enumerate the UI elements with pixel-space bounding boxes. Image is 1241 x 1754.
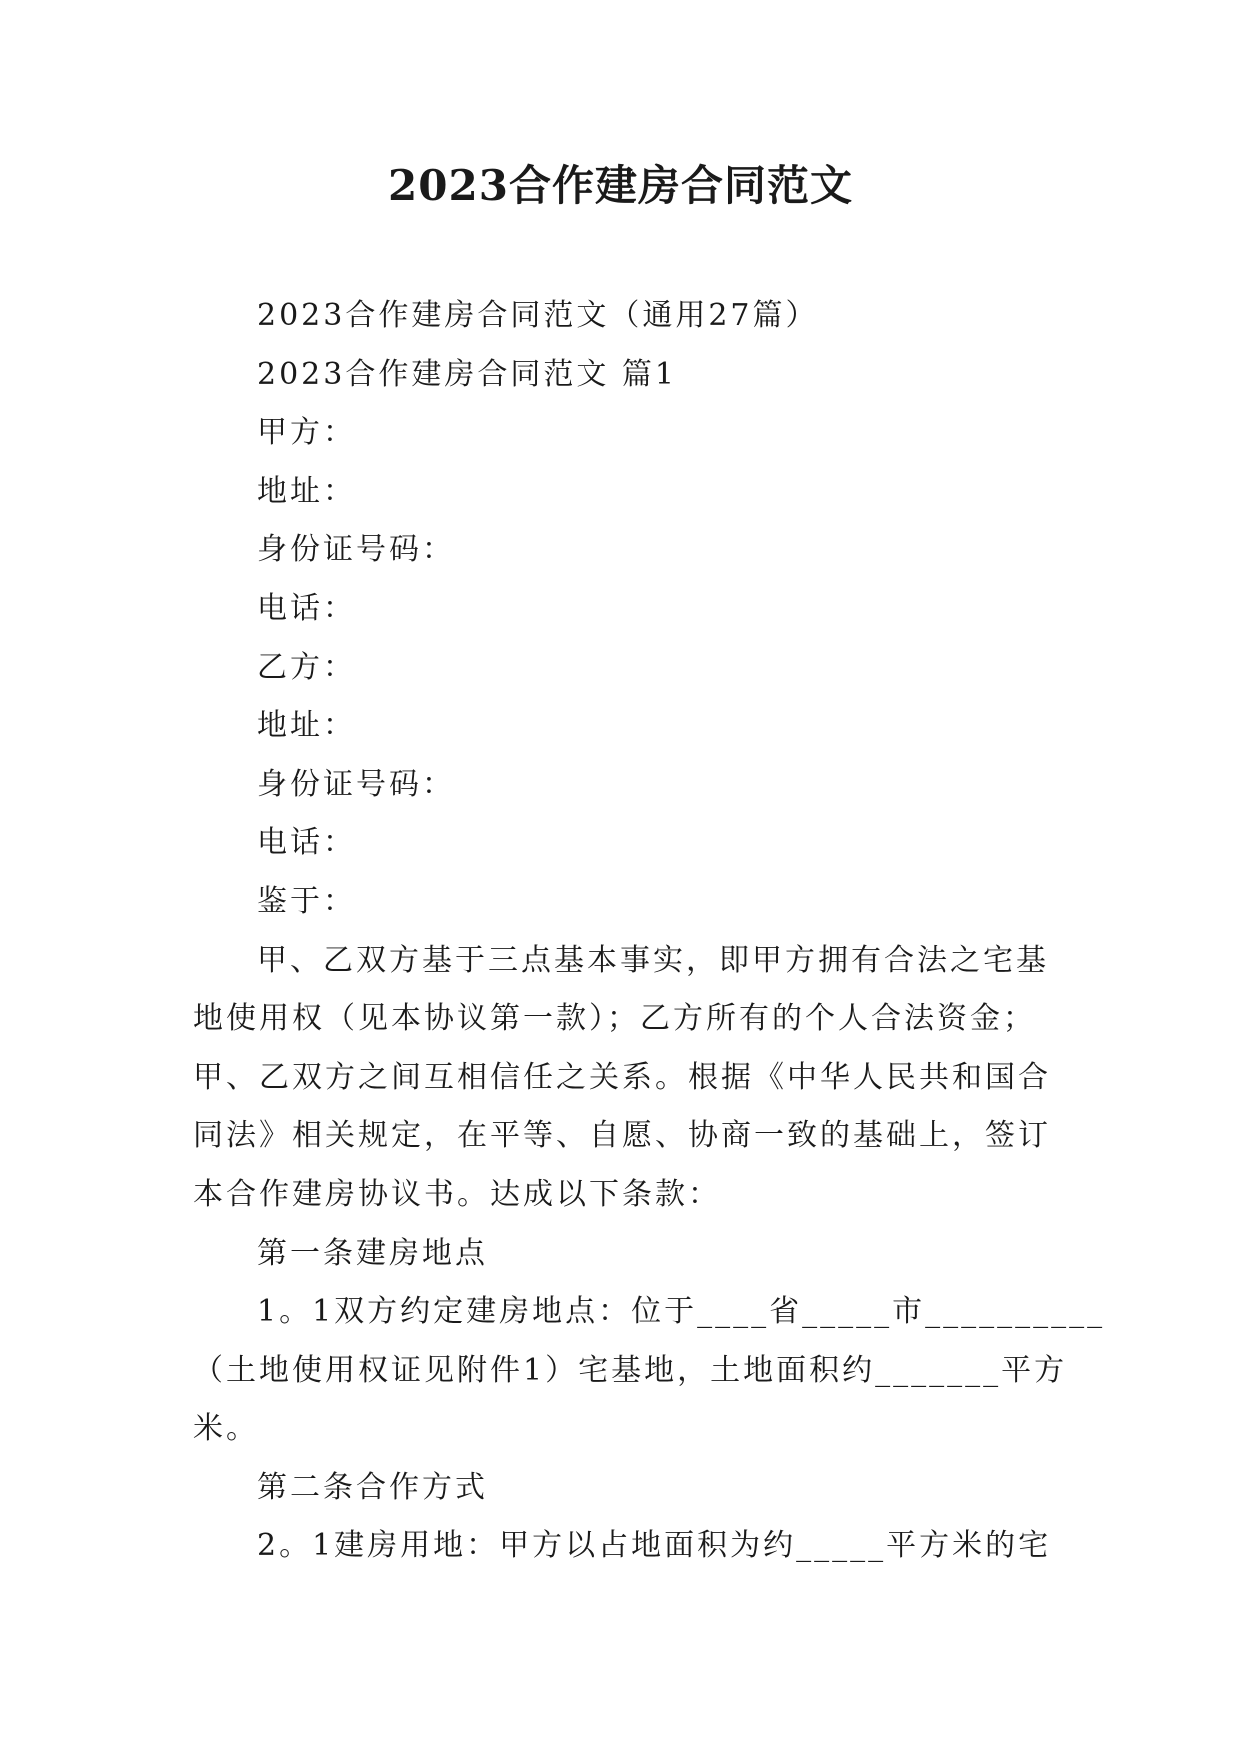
whereas-label: 鉴于： [257, 883, 356, 919]
preamble-line: 甲、乙双方之间互相信任之关系。根据《中华人民共和国合 [193, 1059, 1051, 1095]
party-a-address: 地址： [257, 473, 356, 509]
clause1-line: 1。1双方约定建房地点：位于____省_____市__________ [257, 1294, 1106, 1330]
clause1-heading: 第一条建房地点 [257, 1235, 488, 1271]
document-subtitle: 2023合作建房合同范文（通用27篇） [257, 298, 819, 333]
party-b-phone: 电话： [257, 825, 356, 861]
article-heading: 2023合作建房合同范文 篇1 [257, 356, 677, 392]
preamble-line: 地使用权（见本协议第一款）；乙方所有的个人合法资金； [193, 1001, 1036, 1037]
clause1-line: 米。 [193, 1411, 259, 1447]
clause2-line: 2。1建房用地：甲方以占地面积为约_____平方米的宅 [257, 1528, 1052, 1564]
document-title: 2023合作建房合同范文 [388, 161, 853, 210]
preamble-line: 同法》相关规定，在平等、自愿、协商一致的基础上，签订 [193, 1118, 1051, 1154]
party-b-label: 乙方： [257, 649, 356, 685]
document-body [193, 287, 1106, 1576]
clause1-line: （土地使用权证见附件1）宅基地，土地面积约_______平方 [193, 1352, 1068, 1388]
party-b-id-number: 身份证号码： [257, 766, 455, 802]
party-b-address: 地址： [257, 708, 356, 744]
party-a-label: 甲方： [257, 415, 356, 451]
preamble-line: 甲、乙双方基于三点基本事实，即甲方拥有合法之宅基 [257, 942, 1049, 978]
party-a-id-number: 身份证号码： [257, 532, 455, 568]
preamble-line: 本合作建房协议书。达成以下条款： [193, 1176, 721, 1212]
clause2-heading: 第二条合作方式 [257, 1469, 488, 1505]
party-a-phone: 电话： [257, 590, 356, 626]
